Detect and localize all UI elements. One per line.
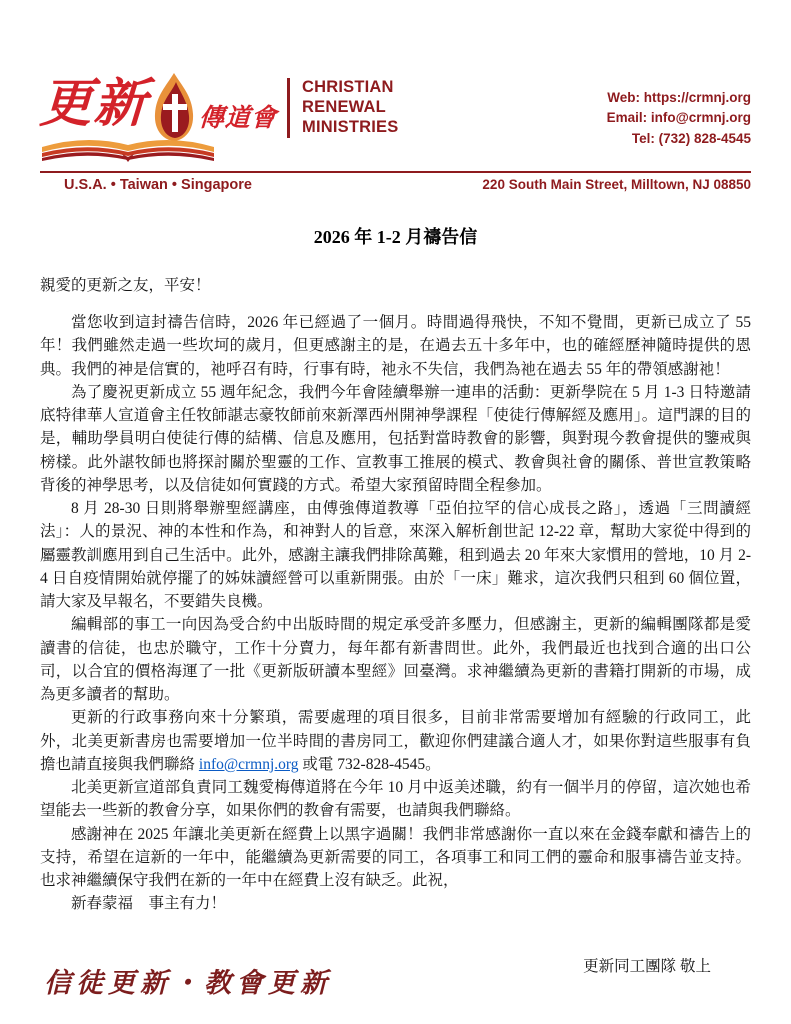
contact-web: Web: https://crmnj.org — [607, 90, 751, 105]
regions-text: U.S.A. • Taiwan • Singapore — [64, 177, 252, 193]
letter-paragraph — [40, 381, 751, 497]
contact-block — [607, 70, 751, 149]
address-text: 220 South Main Street, Milltown, NJ 08850 — [482, 177, 751, 192]
letter-closing: 新春蒙福 事主有力！ — [71, 895, 227, 913]
logo-zh-main: 更新 — [38, 76, 150, 133]
email-link[interactable]: info@crmnj.org — [198, 755, 299, 773]
letter-body — [40, 311, 751, 892]
letter-paragraph — [40, 706, 751, 776]
logo-zh-sub: 傳道會 — [198, 105, 278, 132]
paragraph-text: 當您收到這封禱告信時，2026 年已經過了一個月。時間過得飛快，不知不覺間，更新已成立了 55 年！我們雖然走過一些坎坷的歲月，但更感謝主的是，在過去五十多年中，也的確經歷神隨時提供的恩典。我們的神是信實的，祂呼召有時，行事有時，祂永不失信，我們為祂在過去 55 年的帶領感謝祂！ — [40, 314, 751, 378]
letter-paragraph — [40, 776, 751, 823]
logo-row — [40, 70, 751, 169]
letterhead — [40, 0, 751, 193]
ministry-logo — [40, 70, 277, 169]
logo-divider — [287, 78, 290, 138]
letter-paragraph — [40, 497, 751, 613]
paragraph-text: 更新的行政事務向來十分繁瑣，需要處理的項目很多，目前非常需要增加有經驗的行政同工，此外，北美更新書房也需要增加一位半時間的書房同工，歡迎你們建議合適人才，如果你對這些服事有負擔也請直接與我們聯絡 — [40, 709, 751, 773]
contact-tel: Tel: (732) 828-4545 — [631, 130, 751, 146]
letter-greeting: 親愛的更新之友，平安！ — [40, 277, 211, 294]
header-sub-row — [40, 177, 751, 193]
footer-slogan: 信徒更新・教會更新 — [44, 968, 332, 998]
paragraph-text: 8 月 28-30 日則將舉辦聖經講座，由傅強傳道教導「亞伯拉罕的信心成長之路」，透過「三問讀經法」：人的景況、神的本性和作為，和神對人的旨意，來深入解析創世記 12-22 章，幫助大家從中得到的屬靈教訓應用到自己生活中。此外，感謝主讓我們排除萬難，租到過去 20 年來大家慣用的營地，10 月 2-4 日自疫情開始就停擺了的姊妹讀經營可以重新開張。由於「一床」難求，這次我們只租到 60 個位置，請大家及早報名，不要錯失良機。 — [40, 500, 751, 610]
paragraph-text: 北美更新宣道部負責同工魏愛梅傳道將在今年 10 月中返美述職，約有一個半月的停留，這次她也希望能去一些新的教會分享，如果你們的教會有需要，也請與我們聯絡。 — [40, 779, 751, 820]
letter-signature: 更新同工團隊 敬上 — [583, 957, 711, 975]
en-name-line2: RENEWAL — [302, 97, 386, 116]
paragraph-text: 感謝神在 2025 年讓北美更新在經費上以黑字過關！我們非常感謝你一直以來在金錢奉獻和禱告上的支持，希望在這新的一年中，能繼續為更新需要的同工，各項事工和同工們的靈命和服事禱告並支持。也求神繼續保守我們在新的一年中在經費上沒有缺乏。此祝， — [40, 825, 751, 889]
en-name-line1: CHRISTIAN — [302, 78, 394, 96]
contact-email: Email: info@crmnj.org — [606, 110, 751, 126]
letter-paragraph — [40, 311, 751, 381]
paragraph-text: 編輯部的事工一向因為受合約中出版時間的規定承受許多壓力，但感謝主，更新的編輯團隊都是愛讀書的信徒，也忠於職守，工作十分賣力，每年都有新書問世。此外，我們最近也找到合適的出口公司，以合宜的價格海運了一批《更新版研讀本聖經》回臺灣。求神繼續為更新的書籍打開新的市場，成為更多讀者的幫助。 — [40, 616, 751, 703]
letter-paragraph — [40, 613, 751, 706]
en-name-line3: MINISTRIES — [302, 117, 399, 136]
paragraph-text: 為了慶祝更新成立 55 週年紀念，我們今年會陸續舉辦一連串的活動：更新學院在 5 月 1-3 日特邀請底特律華人宣道會主任牧師諶志豪牧師前來新澤西州開神學課程「使徒行傳解經及應用」。這門課的目的是，輔助學員明白使徒行傳的結構、信息及應用，包括對當時教會的影響，與對現今教會提供的鑒戒與榜樣。此外諶牧師也將探討關於聖靈的工作、宣教事工推展的模式、教會與社會的關係、普世宣教策略背後的神學思考，以及信徒如何實踐的方式。希望大家預留時間全程參加。 — [40, 383, 751, 494]
letter-title: 2026 年 1-2 月禱告信 — [313, 227, 478, 247]
paragraph-text: 或電 732-828-4545。 — [298, 755, 441, 773]
header-rule — [40, 171, 751, 173]
letter-paragraph — [40, 823, 751, 893]
ministry-en-name — [302, 70, 398, 137]
